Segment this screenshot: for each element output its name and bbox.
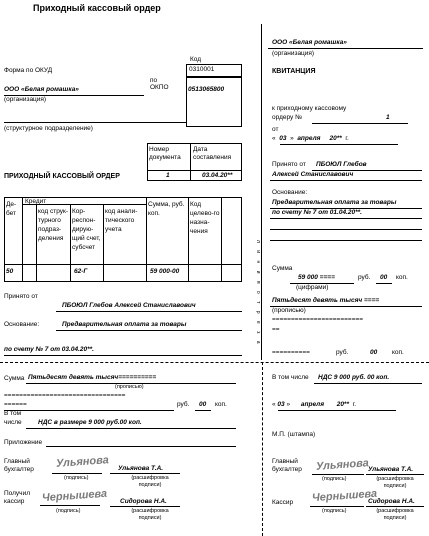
podpis-2: (подпись) <box>56 508 81 514</box>
r-osn-underline3 <box>270 229 422 230</box>
signature-2: Чернышева <box>41 487 108 505</box>
r-date-underline <box>280 144 398 145</box>
prilozhenie-label: Приложение <box>4 439 43 446</box>
summa-line3-underline <box>4 410 174 411</box>
r-ciframi: (цифрами) <box>296 284 329 291</box>
rl-nds: НДС 9 000 руб. 00 коп. <box>318 374 390 381</box>
num-date-divider <box>190 143 191 181</box>
rl-podpis-1: (подпись) <box>322 476 347 482</box>
r-osn-underline4 <box>270 240 422 241</box>
table-col-3 <box>70 204 71 282</box>
table-col-7 <box>221 197 222 282</box>
r-org-underline <box>268 48 423 49</box>
okud-label: Форма по ОКУД <box>4 67 53 74</box>
summa-rub: руб. <box>177 401 190 408</box>
num-doc-label: Номер документа <box>149 146 181 162</box>
r-rub2: руб. <box>336 349 349 356</box>
prinyato-val: ПБОЮЛ Глебов Алексей Станиславович <box>62 302 196 309</box>
osnovanie-underline-2 <box>4 355 242 356</box>
r-eq1: ======================== <box>272 316 364 323</box>
col-summa: Сумма, руб. коп. <box>148 201 185 218</box>
r-summa-val: 59 000 ==== <box>298 274 335 281</box>
date-val: 03.04.20** <box>202 172 233 179</box>
r-kop2: коп. <box>392 349 404 356</box>
kassir-label: кассир <box>4 498 25 505</box>
rl-fio-1: Ульянова Т.А. <box>368 466 414 473</box>
nds-val: НДС в размере 9 000 руб.00 коп. <box>38 419 142 426</box>
rl-buhgalter: бухгалтер <box>272 466 302 473</box>
prinyato-label: Принято от <box>4 293 38 300</box>
struct-caption: (структурное подразделение) <box>4 125 93 132</box>
glavny-label: Главный <box>4 458 30 465</box>
r-orderu: ордеру № <box>272 114 303 121</box>
cut-line-vertical <box>261 24 262 360</box>
r-summa: Сумма <box>272 265 293 272</box>
table-col-6 <box>188 197 189 282</box>
r-words: Пятьдесят девять тысяч ==== <box>272 297 380 304</box>
rasshifrovka-1: (расшифровка подписи) <box>131 475 169 488</box>
okpo-code: 0513065800 <box>188 86 225 93</box>
rl-nds-underline <box>314 383 422 384</box>
cut-line-label: л и н и я о т р е з а <box>255 240 261 347</box>
cut-line-vertical-lower <box>262 362 263 536</box>
okpo-code-box <box>186 77 242 127</box>
rl-sig2-underline <box>310 506 364 507</box>
r-ot: от <box>272 126 279 133</box>
summa-words: Пятьдесят девять тысяч========== <box>28 374 157 381</box>
rasshifrovka-2: (расшифровка подписи) <box>131 508 169 521</box>
table-col-4 <box>103 204 104 282</box>
rl-rasshifrovka-2: (расшифровка подписи) <box>376 508 414 521</box>
org-name: ООО «Белая ромашка» <box>4 86 79 93</box>
col-debet: Де-бет <box>6 201 17 218</box>
r-prinyato-val2: Алексей Станиславович <box>272 171 354 178</box>
row-summa: 59 000-00 <box>150 268 180 275</box>
r-propisyu: (прописью) <box>272 307 306 314</box>
rl-v-tom: В том числе <box>272 374 309 381</box>
form-title: Приходный кассовый ордер <box>33 3 161 13</box>
r-order-underline <box>312 123 408 124</box>
prinyato-underline <box>56 311 242 312</box>
r-prinyato-val1: ПБОЮЛ Глебов <box>316 161 367 168</box>
summa-line3: ====== <box>4 401 27 408</box>
fio2-underline <box>110 506 180 507</box>
r-eq2: == <box>272 326 280 333</box>
okud-code: 0310001 <box>189 66 215 73</box>
col-analit: код анали-тического учета <box>105 208 138 234</box>
table-col-1 <box>22 197 23 282</box>
r-kop-val2: 00 <box>370 349 378 356</box>
r-org: ООО «Белая ромашка» <box>272 39 347 46</box>
rl-sig1-underline <box>312 474 364 475</box>
okpo-label: по ОКПО <box>150 77 169 91</box>
r-org-caption: (организация) <box>272 50 315 57</box>
r-order-num: 1 <box>386 114 390 121</box>
osnovanie-underline <box>56 330 242 331</box>
signature-1: Ульянова <box>55 454 110 470</box>
rl-mp: М.П. (штампа) <box>272 431 316 438</box>
r-osn-val2: по счету № 7 от 01.04.20**. <box>272 209 362 216</box>
col-kod-struct: код струк-турного подраз-деления <box>38 208 69 243</box>
r-osn-underline2 <box>270 218 422 219</box>
struct-underline <box>4 122 186 123</box>
table-col-5 <box>146 197 147 282</box>
rl-signature-2: Чернышева <box>311 487 378 505</box>
row-kor: 62-Г <box>74 268 88 275</box>
buhgalter-label: бухгалтер <box>4 466 34 473</box>
summa-line2: ================================ <box>4 392 126 399</box>
rl-kassir: Кассир <box>272 499 294 506</box>
r-eq3: ========== <box>272 349 310 356</box>
v-tom-label: В том <box>4 410 22 417</box>
row-debet: 50 <box>6 268 14 275</box>
num-date-hline <box>147 170 242 171</box>
fio-1: Ульянова Т.А. <box>118 465 164 472</box>
kod-header: Код <box>190 56 202 63</box>
date-label: Дата составления <box>193 146 232 162</box>
col-kor: Кор-респон-дирую-щий счет, субсчет <box>72 208 101 252</box>
rl-podpis-2: (подпись) <box>322 508 347 514</box>
fio1-underline <box>110 473 180 474</box>
summa-propisyu: (прописью) <box>115 384 144 390</box>
r-prinyato-underline2 <box>270 180 422 181</box>
table-col-2 <box>36 204 37 282</box>
r-kop: коп. <box>396 274 408 281</box>
rl-date: « 03 » апреля 20** г. <box>272 401 357 408</box>
rl-fio2-underline <box>366 506 424 507</box>
prilozhenie-underline <box>46 446 236 447</box>
fio-2: Сидорова Н.А. <box>120 498 167 505</box>
rl-fio-2: Сидорова Н.А. <box>368 498 415 505</box>
cut-line-horizontal <box>0 362 429 363</box>
r-k-prihodnomu: к приходному кассовому <box>272 105 347 112</box>
col-celevoe: Код целево-го назна-чения <box>190 201 220 236</box>
sig2-underline <box>40 505 100 506</box>
r-rub: руб. <box>358 274 371 281</box>
num-doc: 1 <box>166 172 170 179</box>
r-date: « 03 » апреля 20** г. <box>272 135 349 142</box>
r-kvitanciya: КВИТАНЦИЯ <box>272 68 316 75</box>
summa-kop-underline <box>195 410 211 411</box>
rl-glavny: Главный <box>272 458 298 465</box>
col-kredit: Кредит <box>25 198 47 205</box>
r-osnovanie: Основание: <box>272 189 308 196</box>
sig1-underline <box>52 473 102 474</box>
poluchil-label: Получил <box>4 490 30 497</box>
r-kop-val: 00 <box>380 274 388 281</box>
summa-kop-val: 00 <box>199 401 207 408</box>
chisle-label: числе <box>4 419 22 426</box>
rl-fio1-underline <box>366 474 424 475</box>
summa-label: Сумма <box>4 375 25 382</box>
r-prinyato: Принято от <box>272 161 306 168</box>
nds-underline <box>26 428 236 429</box>
org-caption: (организация) <box>4 96 47 103</box>
rl-date-underline <box>278 410 396 411</box>
table-row-divider <box>4 264 242 265</box>
rl-signature-1: Ульянова <box>315 457 370 473</box>
order-title: ПРИХОДНЫЙ КАССОВЫЙ ОРДЕР <box>4 173 120 180</box>
r-osn-val1: Предварительная оплата за товары <box>272 199 397 206</box>
r-kop-underline <box>376 283 392 284</box>
osnovanie-val2: по счету № 7 от 03.04.20**. <box>4 346 94 353</box>
rl-rasshifrovka-1: (расшифровка подписи) <box>376 476 414 489</box>
osnovanie-val1: Предварительная оплата за товары <box>62 321 187 328</box>
summa-kop: коп. <box>215 401 227 408</box>
osnovanie-label: Основание: <box>4 321 40 328</box>
podpis-1: (подпись) <box>64 475 89 481</box>
